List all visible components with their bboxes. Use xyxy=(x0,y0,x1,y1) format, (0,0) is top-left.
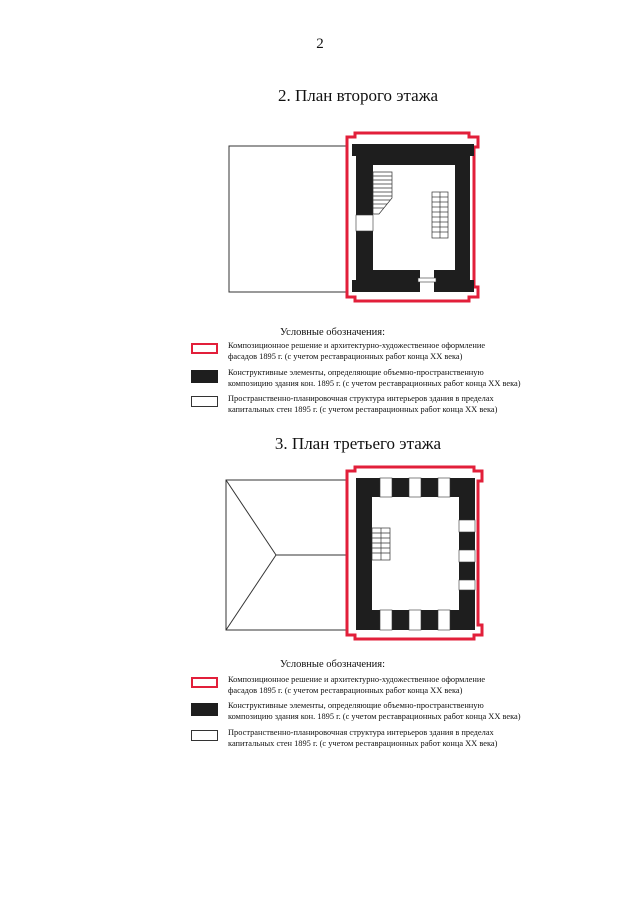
section-title-third-floor: 3. План третьего этажа xyxy=(274,434,442,453)
page-number: 2 xyxy=(316,36,324,52)
legend-swatch-black xyxy=(191,703,218,716)
adjacent-building-roof xyxy=(226,480,346,630)
legend-line: капитальных стен 1895 г. (с учетом реставрационных работ конца XX века) xyxy=(228,738,498,748)
legend-item-structure xyxy=(191,701,551,731)
legend-swatch-white xyxy=(191,730,218,741)
legend-line: Конструктивные элементы, определяющие объемно-пространственную xyxy=(228,701,484,710)
staircase-left xyxy=(372,528,390,560)
legend-line: композицию здания кон. 1895 г. (с учетом реставрационных работ конца XX века) xyxy=(228,378,521,388)
legend-heading-second: Условные обозначения: xyxy=(280,327,386,338)
legend-line: фасадов 1895 г. (с учетом реставрационных работ конца XX века) xyxy=(228,685,463,695)
legend-line: фасадов 1895 г. (с учетом реставрационных работ конца XX века) xyxy=(228,351,463,361)
legend-line: Композиционное решение и архитектурно-художественное оформление xyxy=(228,675,486,684)
legend-swatch-red xyxy=(191,677,218,688)
legend-line: Пространственно-планировочная структура интерьеров здания в пределах xyxy=(228,394,494,403)
legend-line: Пространственно-планировочная структура интерьеров здания в пределах xyxy=(228,728,494,737)
legend-heading-third: Условные обозначения: xyxy=(280,659,386,670)
legend-line: Композиционное решение и архитектурно-художественное оформление xyxy=(228,341,486,350)
legend-line: капитальных стен 1895 г. (с учетом реставрационных работ конца XX века) xyxy=(228,404,498,414)
section-title-second-floor: 2. План второго этажа xyxy=(277,86,439,105)
legend-item-interior xyxy=(191,728,551,758)
legend-line: Конструктивные элементы, определяющие объемно-пространственную xyxy=(228,368,484,377)
legend-line: композицию здания кон. 1895 г. (с учетом реставрационных работ конца XX века) xyxy=(228,711,521,721)
